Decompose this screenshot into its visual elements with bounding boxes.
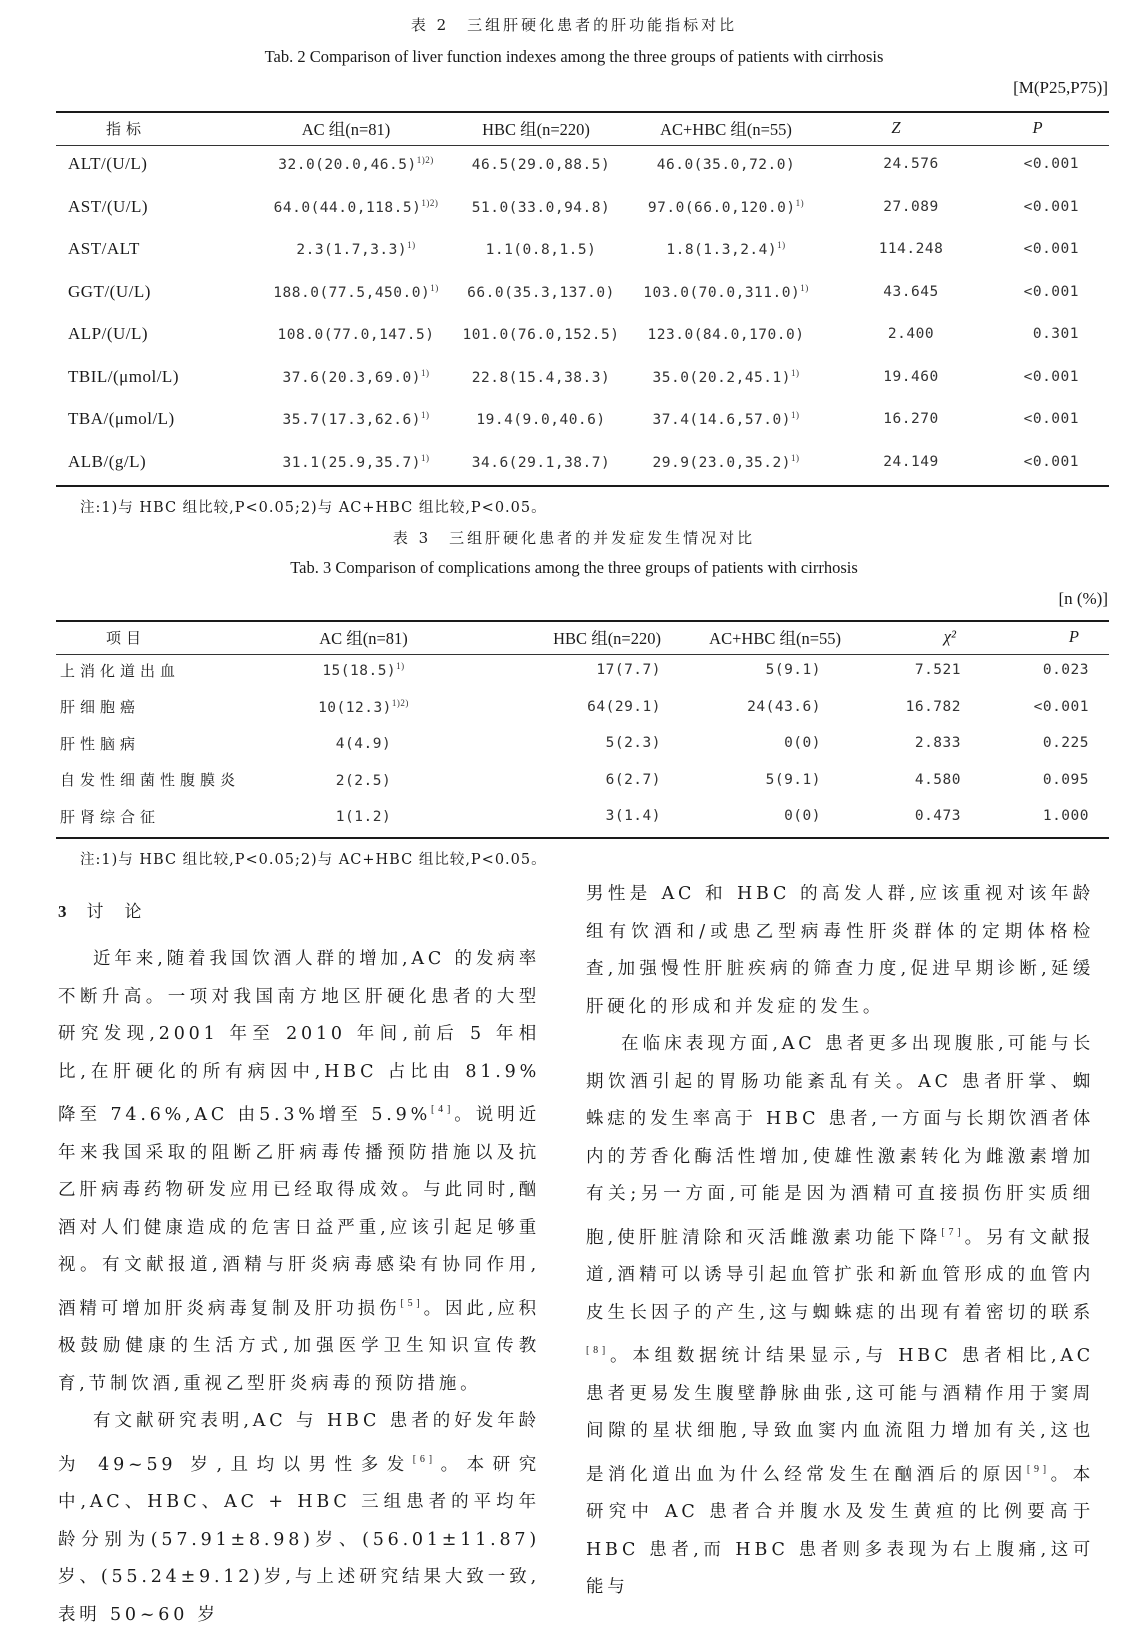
table2-header-ac-hbc: AC+HBC 组(n=55) [660,120,792,139]
ac-hbc-cell-value: 123.0(84.0,170.0) [647,327,805,344]
table3-caption-en: Tab. 3 Comparison of complications among the three groups of patients with cirrhosis [290,558,858,577]
table2-row [56,441,1109,484]
table2-header-indicator: 指标 [106,119,147,138]
ac-cell [246,441,446,484]
ac-hbc-cell [661,798,861,835]
table2-caption-en: Tab. 2 Comparison of liver function indexes among the three groups of patients with cirrhosis [264,47,884,66]
table2-row [56,228,1109,271]
p-cell-value: <0.001 [1023,241,1079,258]
table3-unit: [n (%)] [1058,589,1108,608]
ac-hbc-cell-value: 37.4(14.6,57.0) [652,412,791,429]
chi2-cell-value: 7.521 [914,662,961,679]
ac-hbc-cell-footnote-mark: 1) [790,410,800,421]
ac-cell [246,313,446,356]
item-cell [56,689,251,726]
ac-hbc-cell-footnote-mark: 1) [790,367,800,378]
paragraph-text: 。本研究中,AC、HBC、AC + HBC 三组患者的平均年龄分别为(57.91±8.98)岁、(56.01±11.87)岁、(55.24±9.12)岁,与上述研究结果大致一致,表明 50~60 岁 [58,1454,540,1625]
p-cell [966,186,1109,229]
ac-hbc-cell-value: 5(9.1) [765,662,821,679]
chi2-cell-value: 2.833 [914,735,961,752]
item-cell [56,725,251,762]
indicator-cell-value: GGT/(U/L) [68,281,151,301]
ac-hbc-cell [626,398,826,441]
ac-cell [251,652,476,689]
ac-hbc-cell [626,186,826,229]
hbc-cell-value: 19.4(9.0,40.6) [476,412,606,429]
chi2-cell-value: 4.580 [914,771,961,788]
ac-cell [246,228,446,271]
indicator-cell-value: AST/ALT [68,239,140,259]
chi2-cell-value: 16.782 [905,698,961,715]
paragraph-text: 。本研究中 AC 患者合并腹水及发生黄疸的比例要高于 HBC 患者,而 HBC 患者则多表现为右上腹痛,这可能与 [586,1464,1094,1597]
table3-bottom-rule [56,837,1109,839]
ac-cell-footnote-mark: 1)2) [416,155,434,166]
hbc-cell-value: 6(2.7) [605,771,661,788]
table3-header-ac: AC 组(n=81) [319,629,408,648]
ac-cell-footnote-mark: 1) [420,452,430,463]
citation-ref: [5] [400,1297,424,1309]
indicator-cell [56,313,246,356]
ac-hbc-cell [626,313,826,356]
left-paragraph [58,941,540,1403]
table3-header-row [56,622,1109,652]
item-cell [56,798,251,835]
table2-header-hbc: HBC 组(n=220) [482,120,590,139]
table3-header-hbc: HBC 组(n=220) [553,629,661,648]
z-cell-value: 24.149 [883,453,939,470]
table2-row [56,313,1109,356]
z-cell [826,356,966,399]
z-cell [826,398,966,441]
paragraph-text: 。另有文献报道,酒精可以诱导引起血管扩张和新血管形成的血管内皮生长因子的产生,这与蜘蛛痣的出现有着密切的联系 [586,1227,1094,1323]
table3-row [56,689,1109,726]
table2-header-row [56,113,1109,143]
ac-cell-value: 2(2.5) [335,772,392,789]
ac-cell-value: 108.0(77.0,147.5) [277,327,435,344]
ac-cell-footnote-mark: 1) [396,661,405,672]
p-cell-value: <0.001 [1023,283,1079,300]
ac-hbc-cell-value: 29.9(23.0,35.2) [652,454,791,471]
right-paragraph [586,1026,1094,1607]
ac-hbc-cell-value: 1.8(1.3,2.4) [666,242,778,259]
p-cell [966,441,1109,484]
indicator-cell-value: ALB/(g/L) [68,451,147,471]
hbc-cell [446,271,626,314]
hbc-cell-value: 34.6(29.1,38.7) [471,454,611,471]
chi2-cell [861,798,986,835]
citation-ref: [9] [1026,1463,1050,1475]
table2-row [56,356,1109,399]
hbc-cell [476,725,661,762]
z-cell [826,143,966,186]
hbc-cell [476,798,661,835]
citation-ref: [7] [941,1226,965,1238]
indicator-cell [56,143,246,186]
left-paragraph [58,1403,540,1634]
paragraph-text: 近年来,随着我国饮酒人群的增加,AC 的发病率不断升高。一项对我国南方地区肝硬化患者的大型研究发现,2001 年至 2010 年间,前后 5 年相比,在肝硬化的所有病因中,HBC 占比由 81.9%降至 74.6%,AC 由5.3%增至 5.9% [58,949,540,1125]
ac-cell [246,271,446,314]
ac-cell-footnote-mark: 1)2) [421,197,439,208]
citation-ref: [6] [412,1453,436,1465]
table2-caption-cn: 表 2 三组肝硬化患者的肝功能指标对比 [410,16,738,34]
table3-header-item: 项目 [106,628,147,647]
table2-row [56,271,1109,314]
table3-row [56,798,1109,835]
hbc-cell-value: 22.8(15.4,38.3) [471,369,611,386]
ac-cell-footnote-mark: 1) [430,282,439,293]
ac-hbc-cell [661,762,861,799]
table3-caption-cn: 表 3 三组肝硬化患者的并发症发生情况对比 [392,529,756,547]
p-cell [986,762,1109,799]
hbc-cell [446,398,626,441]
ac-cell-value: 2.3(1.7,3.3) [296,242,408,259]
table2-row [56,143,1109,186]
right-column [586,876,1094,1607]
ac-hbc-cell-value: 0(0) [784,808,821,825]
table2-header-p: P [1032,118,1043,137]
z-cell [826,271,966,314]
p-cell-value: 0.301 [1032,326,1079,343]
ac-cell-value: 31.1(25.9,35.7) [282,454,421,471]
ac-cell-footnote-mark: 1) [407,240,416,251]
p-cell [966,271,1109,314]
ac-cell-value: 188.0(77.5,450.0) [273,284,431,301]
p-cell [966,143,1109,186]
z-cell-value: 19.460 [883,368,939,385]
paragraph-text: 男性是 AC 和 HBC 的高发人群,应该重视对该年龄组有饮酒和/或患乙型病毒性肝炎群体的定期体格检查,加强慢性肝脏疾病的筛查力度,促进早期诊断,延缓肝硬化的形成和并发症的发生。 [586,884,1094,1017]
table3-row [56,725,1109,762]
hbc-cell-value: 17(7.7) [596,662,661,679]
table3-note: 注:1)与 HBC 组比较,P<0.05;2)与 AC+HBC 组比较,P<0.05。 [80,852,547,868]
ac-cell-value: 10(12.3) [318,699,392,716]
citation-ref: [8] [586,1345,610,1356]
indicator-cell [56,441,246,484]
p-cell-value: <0.001 [1023,368,1079,385]
ac-cell-value: 1(1.2) [335,809,392,826]
indicator-cell-value: TBA/(μmol/L) [68,409,175,429]
ac-hbc-cell-value: 24(43.6) [747,698,821,715]
ac-hbc-cell-value: 46.0(35.0,72.0) [656,157,796,174]
ac-cell [251,689,476,726]
hbc-cell-value: 46.5(29.0,88.5) [471,157,611,174]
indicator-cell-value: ALP/(U/L) [68,324,149,344]
ac-hbc-cell-footnote-mark: 1) [795,197,805,208]
indicator-cell [56,356,246,399]
ac-hbc-cell [626,228,826,271]
chi2-cell [861,762,986,799]
z-cell-value: 24.576 [883,156,939,173]
item-cell-value: 上消化道出血 [60,661,181,680]
table2-row [56,398,1109,441]
hbc-cell [446,441,626,484]
indicator-cell [56,228,246,271]
hbc-cell-value: 51.0(33.0,94.8) [471,199,611,216]
p-cell-value: <0.001 [1023,411,1079,428]
paragraph-text: 有文献研究表明,AC 与 HBC 患者的好发年龄为 49~59 岁,且均以男性多发 [58,1411,540,1475]
item-cell [56,762,251,799]
table2-header-rule [56,145,1109,146]
ac-cell [246,143,446,186]
p-cell [986,652,1109,689]
ac-cell [251,798,476,835]
p-cell [966,313,1109,356]
ac-hbc-cell [626,356,826,399]
ac-cell-value: 15(18.5) [322,663,397,680]
z-cell-value: 27.089 [883,198,939,215]
p-cell-value: 0.225 [1042,735,1089,752]
ac-cell [246,356,446,399]
p-cell-value: 0.023 [1042,662,1089,679]
paragraph-text: 在临床表现方面,AC 患者更多出现腹胀,可能与长期饮酒引起的胃肠功能紊乱有关。AC 患者肝掌、蜘蛛痣的发生率高于 HBC 患者,一方面与长期饮酒者体内的芳香化酶活性增加,使雄性激素转化为雌激素增加有关;另一方面,可能是因为酒精可直接损伤肝实质细胞,使肝脏清除和灭活雌激素功能下降 [586,1034,1094,1248]
table2-header-ac: AC 组(n=81) [301,120,391,139]
ac-hbc-cell-footnote-mark: 1) [800,282,809,293]
ac-cell-value: 35.7(17.3,62.6) [282,412,421,429]
p-cell [986,689,1109,726]
p-cell [966,398,1109,441]
indicator-cell [56,271,246,314]
item-cell-value: 肝性脑病 [60,734,141,753]
hbc-cell [446,356,626,399]
ac-cell [246,398,446,441]
chi2-cell [861,689,986,726]
p-cell-value: 1.000 [1042,808,1089,825]
ac-hbc-cell [661,689,861,726]
p-cell [966,356,1109,399]
table3-header-ac-hbc: AC+HBC 组(n=55) [709,629,841,648]
ac-hbc-cell-footnote-mark: 1) [790,452,800,463]
p-cell [986,725,1109,762]
table2-unit: [M(P25,P75)] [1013,78,1108,97]
section-heading [58,897,144,922]
table2-bottom-rule [56,485,1109,487]
section-number: 3 [58,902,69,921]
hbc-cell [476,652,661,689]
paragraph-text: 。说明近年来我国采取的阻断乙肝病毒传播预防措施以及抗乙肝病毒药物研发应用已经取得成效。与此同时,酗酒对人们健康造成的危害日益严重,应该引起足够重视。有文献报道,酒精与肝炎病毒感染有协同作用,酒精可增加肝炎病毒复制及肝功损伤 [58,1105,540,1319]
section-title: 讨 论 [86,902,144,922]
z-cell-value: 114.248 [878,241,944,258]
p-cell-value: <0.001 [1023,453,1079,470]
ac-cell-footnote-mark: 1) [420,410,430,421]
ac-cell [251,725,476,762]
table3-row [56,652,1109,689]
ac-hbc-cell [661,725,861,762]
item-cell-value: 肝肾综合征 [60,807,161,826]
left-column [58,941,540,1634]
paragraph-text: 。本组数据统计结果显示,与 HBC 患者相比,AC 患者更易发生腹壁静脉曲张,这可能与酒精作用于窦周间隙的星状细胞,导致血窦内血流阻力增加有关,这也是消化道出血为什么经常发生在酗酒后的原因 [586,1346,1094,1485]
chi2-cell [861,725,986,762]
hbc-cell [476,689,661,726]
p-cell [966,228,1109,271]
p-cell-value: <0.001 [1023,198,1079,215]
hbc-cell-value: 66.0(35.3,137.0) [467,284,615,301]
ac-hbc-cell [661,652,861,689]
chi2-cell [861,652,986,689]
hbc-cell [446,186,626,229]
hbc-cell [446,143,626,186]
citation-ref: [4] [431,1104,455,1115]
hbc-cell [446,228,626,271]
ac-cell-value: 4(4.9) [335,736,392,753]
indicator-cell [56,186,246,229]
hbc-cell-value: 5(2.3) [605,735,661,752]
ac-cell [251,762,476,799]
ac-hbc-cell [626,441,826,484]
z-cell [826,228,966,271]
z-cell [826,186,966,229]
table3-header-p: P [1068,627,1079,646]
p-cell [986,798,1109,835]
p-cell-value: 0.095 [1042,771,1089,788]
ac-hbc-cell-value: 103.0(70.0,311.0) [643,284,801,301]
ac-hbc-cell-value: 0(0) [784,735,821,752]
ac-cell-value: 37.6(20.3,69.0) [282,369,421,386]
hbc-cell-value: 3(1.4) [605,808,661,825]
hbc-cell-value: 1.1(0.8,1.5) [485,242,597,259]
p-cell-value: <0.001 [1033,698,1089,715]
indicator-cell-value: ALT/(U/L) [68,154,148,174]
z-cell-value: 43.645 [883,283,939,300]
z-cell-value: 16.270 [883,411,939,428]
ac-hbc-cell-value: 97.0(66.0,120.0) [647,199,796,216]
table3-header-rule [56,654,1109,655]
hbc-cell-value: 101.0(76.0,152.5) [462,327,620,344]
item-cell-value: 肝细胞癌 [60,698,141,717]
ac-hbc-cell [626,143,826,186]
ac-hbc-cell-value: 35.0(20.2,45.1) [652,369,791,386]
paragraph-text: 。因此,应积极鼓励健康的生活方式,加强医学卫生知识宣传教育,节制饮酒,重视乙型肝炎病毒的预防措施。 [58,1298,540,1394]
table3-row [56,762,1109,799]
hbc-cell [446,313,626,356]
table2 [56,113,1109,483]
indicator-cell-value: TBIL/(μmol/L) [68,366,179,386]
item-cell-value: 自发性细菌性腹膜炎 [60,771,241,790]
ac-hbc-cell-footnote-mark: 1) [777,240,786,251]
hbc-cell [476,762,661,799]
hbc-cell-value: 64(29.1) [587,698,661,715]
z-cell [826,313,966,356]
ac-cell-footnote-mark: 1) [420,367,430,378]
right-paragraph [586,876,1094,1026]
table2-row [56,186,1109,229]
indicator-cell [56,398,246,441]
indicator-cell-value: AST/(U/L) [68,196,149,216]
ac-cell-value: 32.0(20.0,46.5) [278,157,417,174]
table2-header-z: Z [891,118,901,137]
ac-cell-value: 64.0(44.0,118.5) [273,199,422,216]
table2-note: 注:1)与 HBC 组比较,P<0.05;2)与 AC+HBC 组比较,P<0.05。 [80,500,547,516]
p-cell-value: <0.001 [1023,156,1079,173]
ac-cell-footnote-mark: 1)2) [391,697,409,708]
chi2-cell-value: 0.473 [914,808,961,825]
z-cell [826,441,966,484]
ac-cell [246,186,446,229]
ac-hbc-cell-value: 5(9.1) [765,771,821,788]
item-cell [56,652,251,689]
table3-header-chi2: χ² [943,627,956,646]
ac-hbc-cell [626,271,826,314]
z-cell-value: 2.400 [887,326,935,343]
